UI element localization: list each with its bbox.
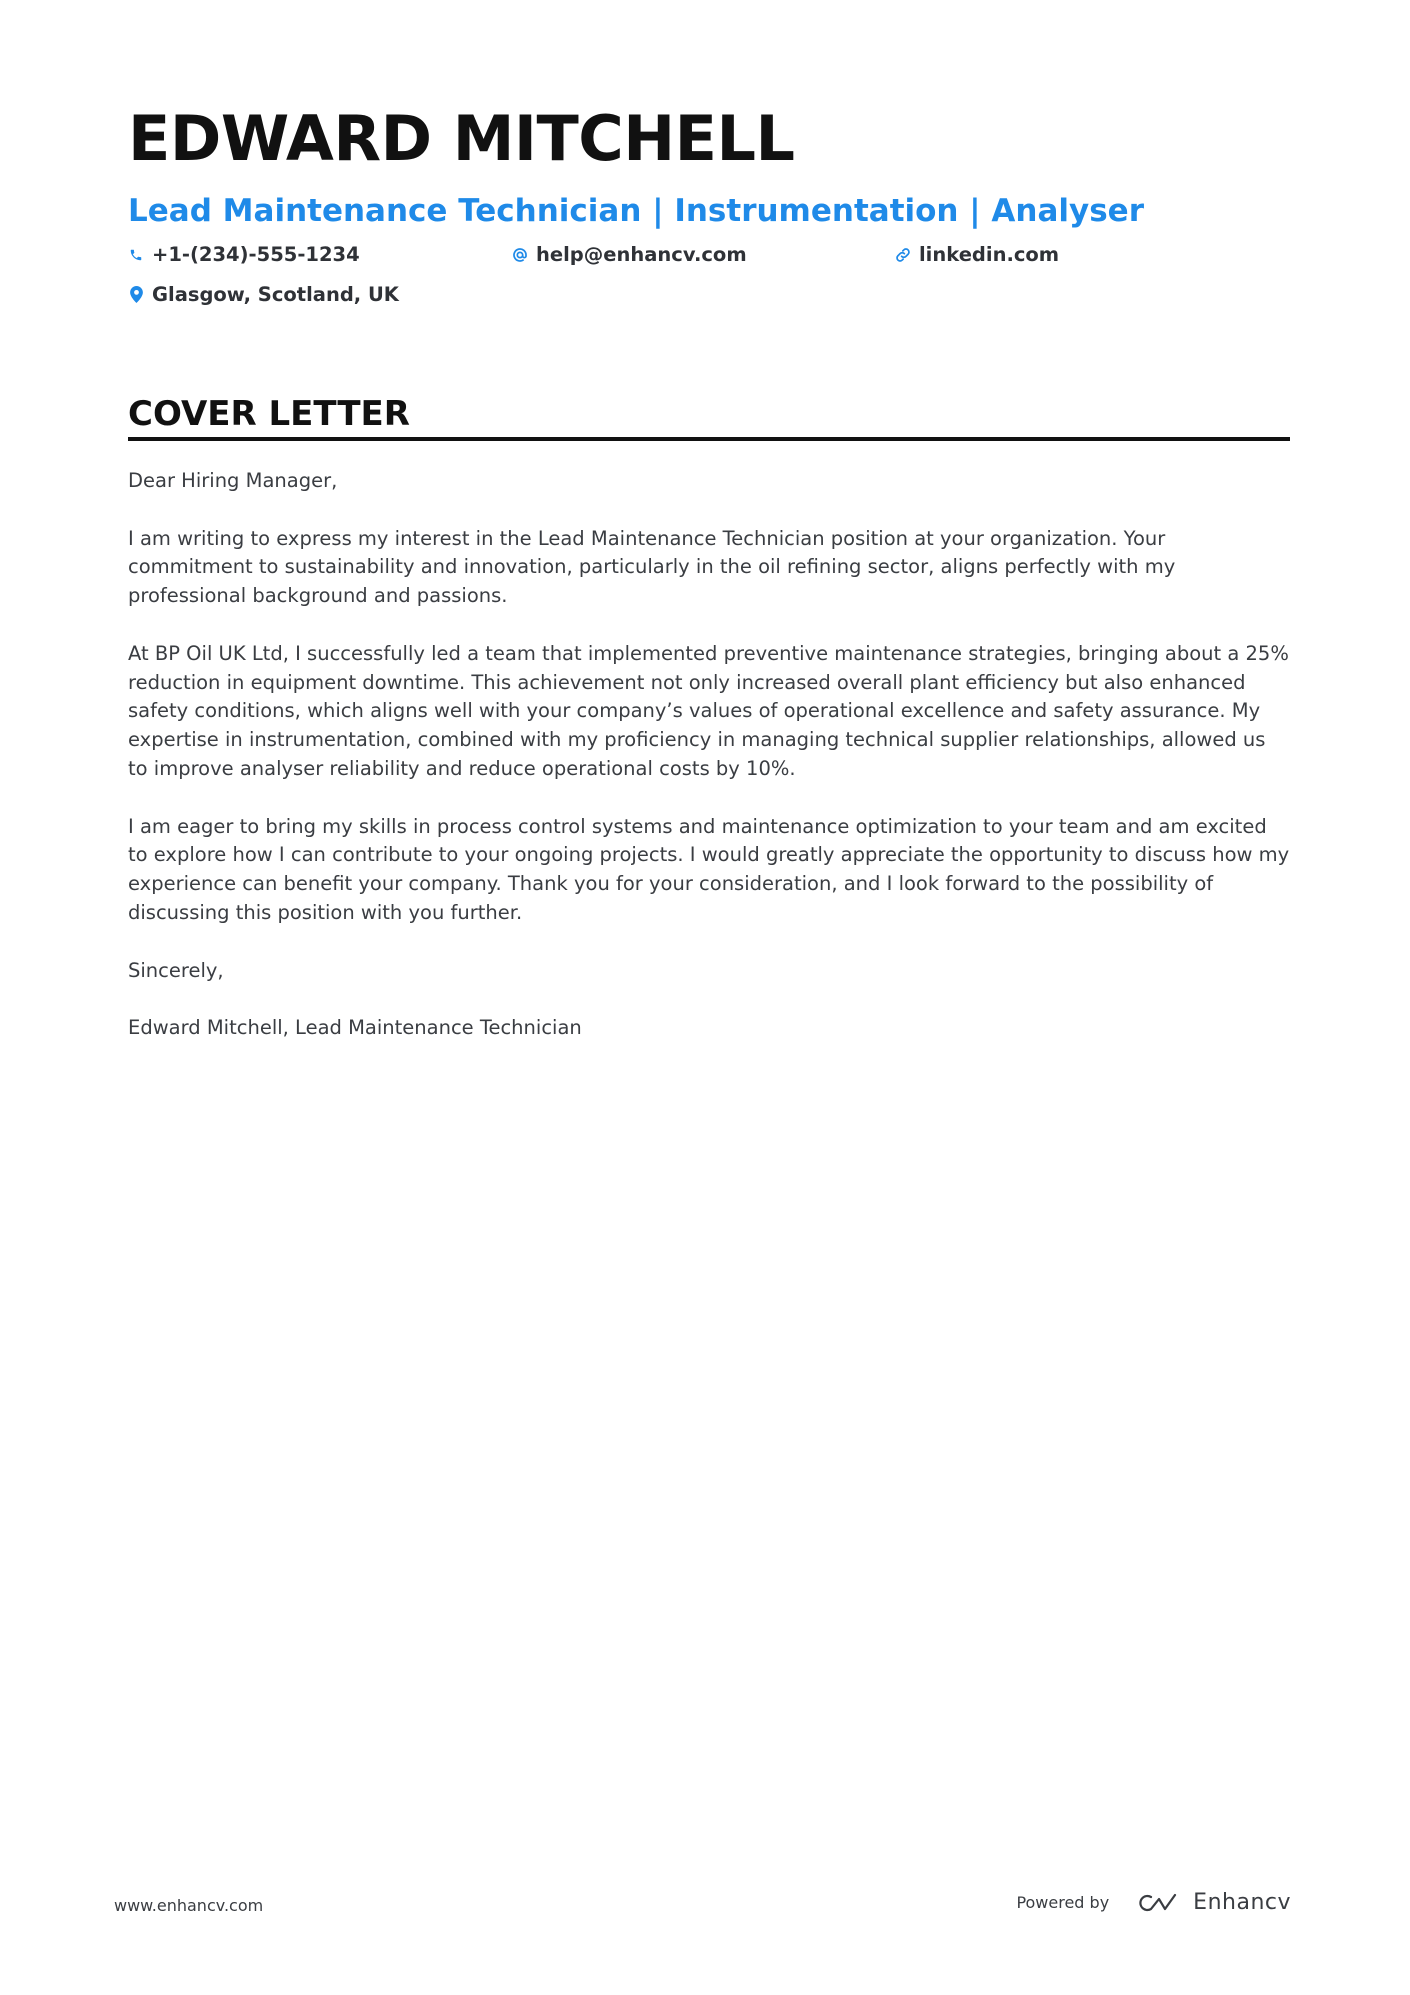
candidate-role: Lead Maintenance Technician | Instrumentation | Analyser [128, 193, 1144, 229]
contact-linkedin [895, 243, 1059, 266]
email-value[interactable]: help@enhancv.com [536, 243, 747, 266]
phone-value: +1-(234)-555-1234 [152, 243, 360, 266]
location-pin-icon [128, 286, 144, 304]
footer-branding [1016, 1890, 1291, 1915]
location-value: Glasgow, Scotland, UK [152, 283, 399, 306]
letter-paragraph: I am writing to express my interest in the Lead Maintenance Technician position at your organization. Your commitment to sustainability and innovation, particularly in the oil refining sector, aligns perfectly with my professional background and passions. [128, 526, 1176, 608]
candidate-name: EDWARD MITCHELL [128, 102, 795, 175]
letter-signature: Edward Mitchell, Lead Maintenance Technician [128, 1016, 582, 1040]
letter-paragraph: I am eager to bring my skills in process control systems and maintenance optimization to your team and am excited to explore how I can contribute to your ongoing projects. I would greatly appreciate the opportunity to discuss how my experience can benefit your company. Thank you for your consideration, and I look forward to the possibility of discussing this position with you further. [128, 814, 1290, 924]
contact-location [128, 283, 399, 306]
linkedin-value[interactable]: linkedin.com [919, 243, 1060, 266]
letter-paragraph: At BP Oil UK Ltd, I successfully led a team that implemented preventive maintenance strategies, bringing about a 25% reduction in equipment downtime. This achievement not only increased overall plant efficiency but also enhanced safety conditions, which aligns well with your company’s values of operational excellence and safety assurance. My expertise in instrumentation, combined with my proficiency in managing technical supplier relationships, allowed us to improve analyser reliability and reduce operational costs by 10%. [128, 641, 1289, 780]
footer-website[interactable]: www.enhancv.com [114, 1896, 264, 1915]
letter-greeting: Dear Hiring Manager, [128, 469, 338, 492]
section-title: COVER LETTER [128, 394, 410, 434]
at-icon [512, 246, 528, 264]
contact-email [512, 243, 747, 266]
enhancv-logo-icon [1137, 1891, 1183, 1915]
contact-phone [128, 243, 360, 266]
section-divider [128, 437, 1290, 441]
brand-name: Enhancv [1193, 1890, 1291, 1915]
phone-icon [128, 246, 144, 264]
letter-body [128, 467, 1290, 1072]
powered-by-label: Powered by [1016, 1893, 1110, 1912]
letter-closing: Sincerely, [128, 958, 224, 982]
link-icon [895, 246, 911, 264]
